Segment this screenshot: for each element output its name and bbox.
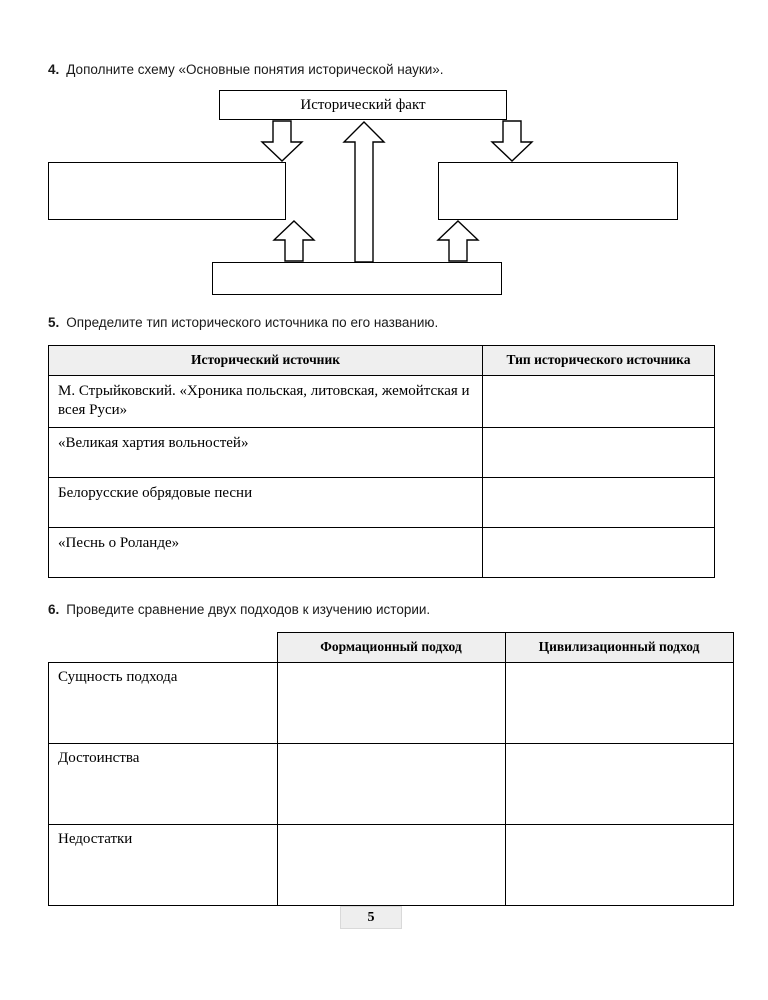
compare-civilization-cell[interactable] <box>505 824 733 905</box>
type-answer-cell[interactable] <box>483 375 715 427</box>
task-4-text: Дополните схему «Основные понятия исторической науки». <box>66 62 444 77</box>
scheme-left-box[interactable] <box>48 162 286 220</box>
table-row <box>49 743 734 824</box>
task-6-number: 6. <box>48 602 60 617</box>
arrow-down-left-icon <box>260 120 304 163</box>
compare-formation-cell[interactable] <box>277 662 505 743</box>
compare-formation-cell[interactable] <box>277 824 505 905</box>
compare-row-label: Недостатки <box>49 824 278 905</box>
table-header-row <box>49 346 715 376</box>
source-cell: Белорусские обрядовые песни <box>49 477 483 527</box>
task-6-heading <box>48 602 430 617</box>
compare-header-blank <box>49 633 278 663</box>
compare-row-label: Сущность подхода <box>49 662 278 743</box>
table-row <box>49 375 715 427</box>
source-cell: «Песнь о Роланде» <box>49 527 483 577</box>
type-answer-cell[interactable] <box>483 427 715 477</box>
task-5-text: Определите тип исторического источника по его названию. <box>66 315 439 330</box>
compare-civilization-cell[interactable] <box>505 662 733 743</box>
compare-row-label: Достоинства <box>49 743 278 824</box>
source-cell: «Великая хартия вольностей» <box>49 427 483 477</box>
type-answer-cell[interactable] <box>483 527 715 577</box>
task-6-text: Проведите сравнение двух подходов к изучению истории. <box>66 602 431 617</box>
arrow-up-left-icon <box>272 220 316 263</box>
sources-header-source: Исторический источник <box>49 346 483 376</box>
compare-civilization-cell[interactable] <box>505 743 733 824</box>
arrow-up-center-icon <box>342 121 386 263</box>
arrow-up-right-icon <box>436 220 480 263</box>
table-header-row <box>49 633 734 663</box>
table-row <box>49 527 715 577</box>
page-number: 5 <box>340 906 402 929</box>
scheme-bottom-box[interactable] <box>212 262 502 295</box>
compare-header-civilization: Цивилизационный подход <box>505 633 733 663</box>
sources-table <box>48 345 715 578</box>
task-5-number: 5. <box>48 315 60 330</box>
scheme-top-box-label: Исторический факт <box>300 97 426 113</box>
table-row <box>49 824 734 905</box>
task-5-heading <box>48 315 438 330</box>
arrow-down-right-icon <box>490 120 534 163</box>
concept-scheme-diagram <box>48 90 720 295</box>
table-row <box>49 427 715 477</box>
source-cell: М. Стрыйковский. «Хроника польская, литовская, жемойтская и всея Руси» <box>49 375 483 427</box>
compare-formation-cell[interactable] <box>277 743 505 824</box>
scheme-right-box[interactable] <box>438 162 678 220</box>
table-row <box>49 662 734 743</box>
comparison-table <box>48 632 734 906</box>
compare-header-formation: Формационный подход <box>277 633 505 663</box>
table-row <box>49 477 715 527</box>
task-4-heading <box>48 62 444 77</box>
type-answer-cell[interactable] <box>483 477 715 527</box>
scheme-top-box <box>219 90 507 120</box>
task-4-number: 4. <box>48 62 60 77</box>
sources-header-type: Тип исторического источника <box>483 346 715 376</box>
